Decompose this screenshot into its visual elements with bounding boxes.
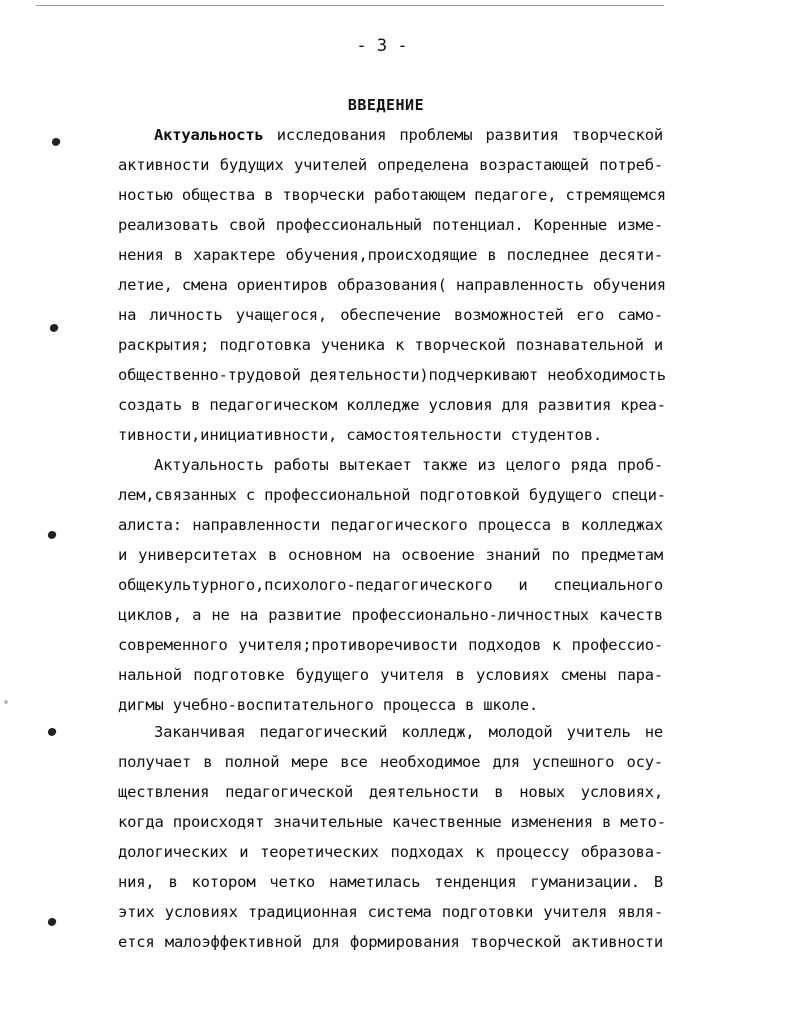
paragraph-line: общественно-трудовой деятельности)подчеркивают необходимость	[118, 366, 666, 384]
paragraph-line: когда происходят значительные качественные изменения в мето-	[118, 813, 666, 831]
lead-term: Актуальность	[154, 126, 264, 144]
paragraph-line: Актуальность исследования проблемы развития творческой	[154, 126, 663, 144]
paragraph-line: ностью общества в творчески работающем педагоге, стремящемся	[118, 186, 666, 204]
paragraph-3	[118, 717, 666, 957]
paragraph-line: летие, смена ориентиров образования( направленность обучения	[118, 276, 666, 294]
paragraph-line: общекультурного,психолого-педагогического и специального	[118, 576, 663, 594]
paragraph-line: нения в характере обучения,происходящие в последнее десяти-	[118, 246, 663, 264]
scan-speck	[4, 700, 8, 704]
top-rule	[36, 5, 664, 6]
paragraph-line: алиста: направленности педагогического процесса в колледжах	[118, 516, 663, 534]
section-heading: ВВЕДЕНИЕ	[347, 96, 425, 114]
paragraph-line: нальной подготовке будущего учителя в условиях смены пара-	[118, 666, 663, 684]
paragraph-line: тивности,инициативности, самостоятельности студентов.	[118, 426, 602, 444]
paragraph-line: Заканчивая педагогический колледж, молодой учитель не	[154, 723, 663, 741]
paragraph-line: Актуальность работы вытекает также из целого ряда проб-	[154, 456, 663, 474]
paragraph-line: лем,связанных с профессиональной подготовкой будущего специ-	[118, 486, 666, 504]
punch-hole-mark	[51, 137, 61, 147]
paragraph-line: ществления педагогической деятельности в новых условиях,	[118, 783, 663, 801]
paragraph-line: дигмы учебно-воспитательного процесса в школе.	[118, 696, 539, 714]
paragraph-line: этих условиях традиционная система подготовки учителя явля-	[118, 903, 663, 921]
paragraph-line: и университетах в основном на освоение знаний по предметам	[118, 546, 663, 564]
punch-hole-mark	[47, 917, 57, 927]
paragraph-line: циклов, а не на развитие профессионально-личностных качеств	[118, 606, 663, 624]
paragraph-line: ния, в котором четко наметилась тенденция гуманизации. В	[118, 873, 663, 891]
paragraph-line: активности будущих учителей определена возрастающей потреб-	[118, 156, 663, 174]
paragraph-2	[118, 450, 666, 720]
paragraph-line: получает в полной мере все необходимое для успешного осу-	[118, 753, 663, 771]
paragraph-line: ется малоэффективной для формирования творческой активности	[118, 933, 663, 951]
punch-hole-mark	[49, 323, 59, 333]
paragraph-line: раскрытия; подготовка ученика к творческой познавательной и	[118, 336, 663, 354]
punch-hole-mark	[47, 727, 57, 737]
paragraph-line: на личность учащегося, обеспечение возможностей его само-	[118, 306, 663, 324]
punch-hole-mark	[47, 530, 57, 540]
paragraph-line: создать в педагогическом колледже условия для развития креа-	[118, 396, 666, 414]
paragraph-line: реализовать свой профессиональный потенциал. Коренные изме-	[118, 216, 663, 234]
paragraph-line: современного учителя;противоречивости подходов к профессио-	[118, 636, 663, 654]
page-number: - 3 -	[356, 36, 408, 56]
paragraph-1	[118, 120, 666, 450]
paragraph-line: дологических и теоретических подходах к процессу образова-	[118, 843, 663, 861]
